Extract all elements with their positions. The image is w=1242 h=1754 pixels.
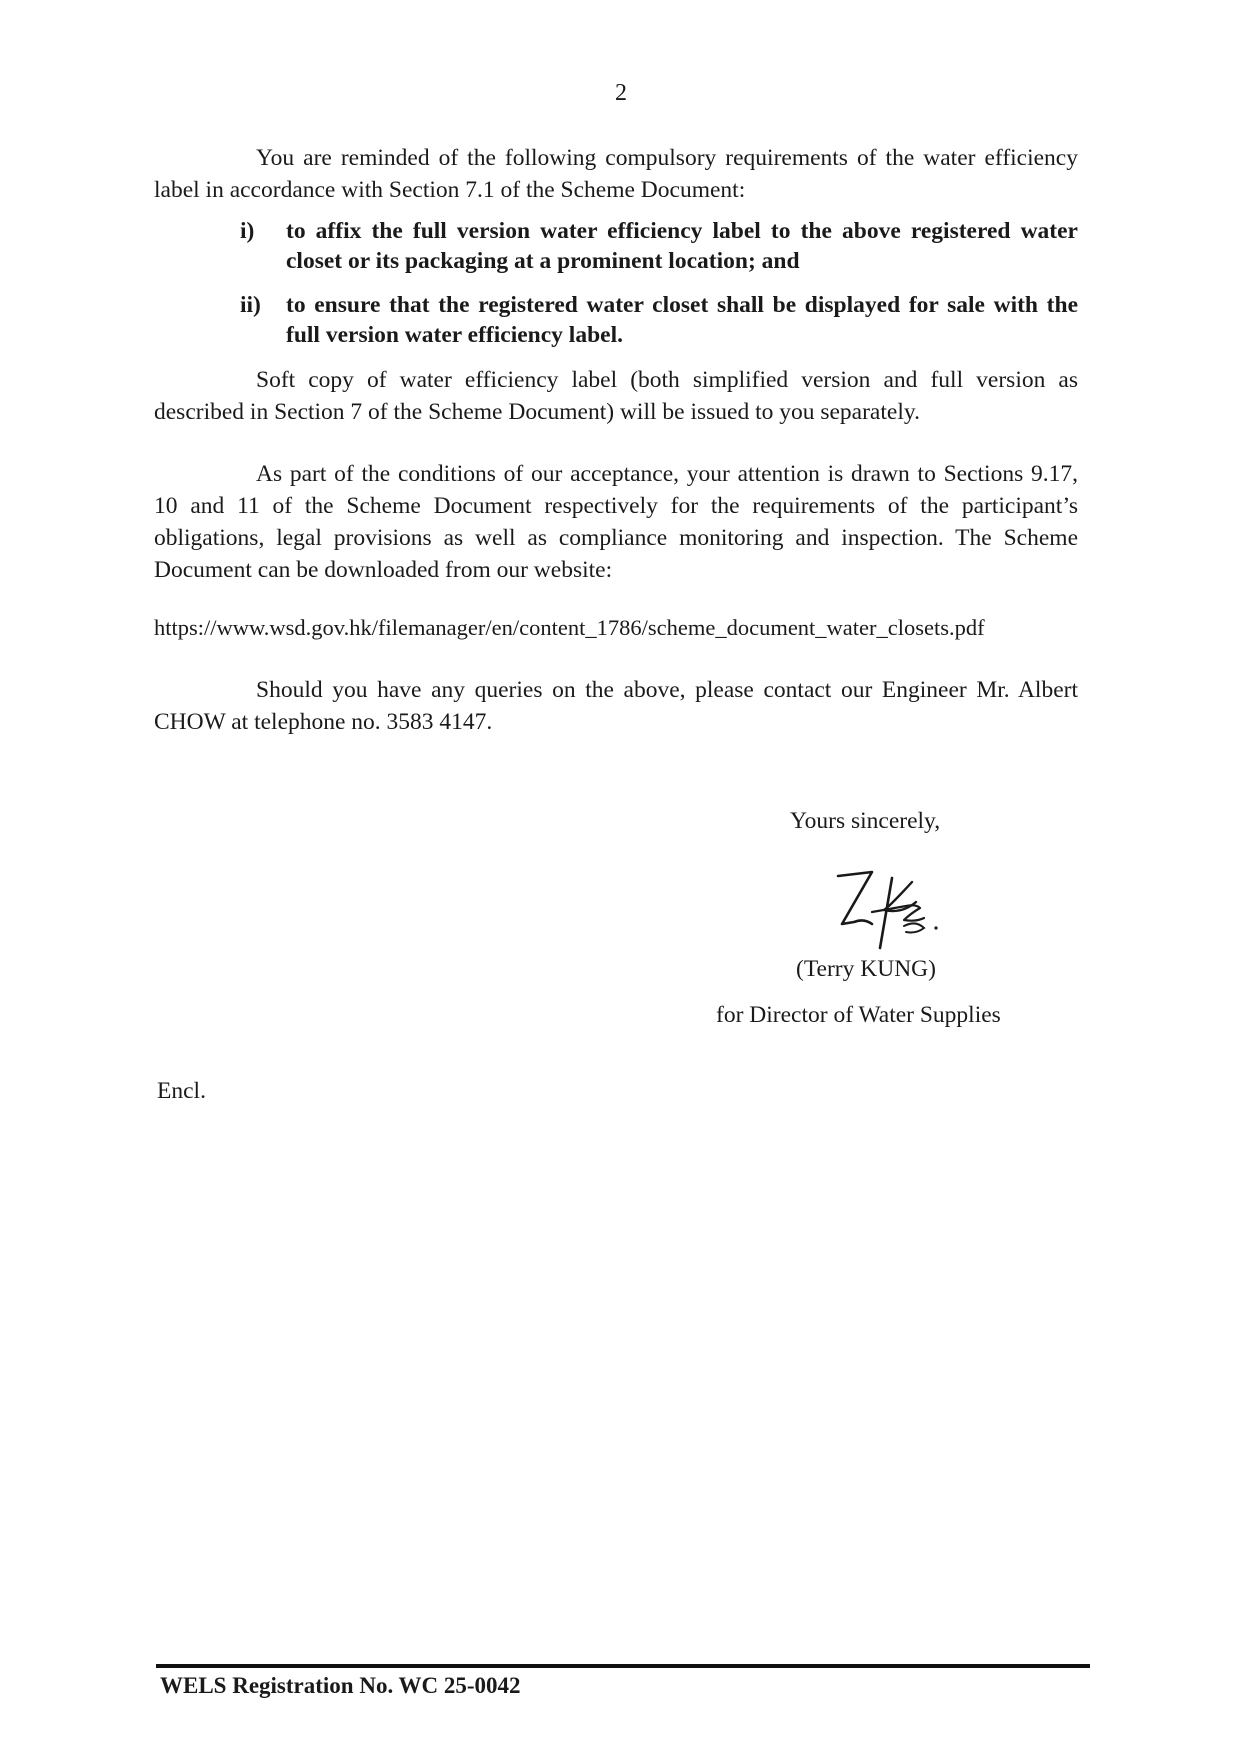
requirement-text: to affix the full version water efficiency label to the above registered water closet or its packaging at a prominent location; and <box>286 218 1078 274</box>
reminder-paragraph: You are reminded of the following compulsory requirements of the water efficiency label in accordance with Section 7.1 of the Scheme Document: <box>154 145 1078 203</box>
signature-image <box>820 868 960 952</box>
enclosure-note: Encl. <box>157 1078 206 1104</box>
salutation: Yours sincerely, <box>790 808 941 834</box>
requirements-list <box>240 216 1078 350</box>
queries-paragraph: Should you have any queries on the above, please contact our Engineer Mr. Albert CHOW at telephone no. 3583 4147. <box>154 677 1078 735</box>
page-number: 2 <box>615 80 627 106</box>
requirement-marker: ii) <box>240 292 261 318</box>
soft-copy-paragraph: Soft copy of water efficiency label (both simplified version and full version as described in Section 7 of the Scheme Document) will be issued to you separately. <box>154 367 1078 425</box>
signatory-name: (Terry KUNG) <box>796 956 936 982</box>
signatory-title: for Director of Water Supplies <box>716 1002 1001 1028</box>
requirement-item-1 <box>240 216 1078 276</box>
conditions-paragraph: As part of the conditions of our acceptance, your attention is drawn to Sections 9.17, 10 and 11 of the Scheme Document respectively for the requirements of the participant’s obligations, legal provisions as well as compliance monitoring and inspection. The Scheme Document can be downloaded from our website: <box>154 461 1078 583</box>
requirement-marker: i) <box>240 218 255 244</box>
footer-divider <box>156 1664 1090 1668</box>
requirement-item-2 <box>240 290 1078 350</box>
requirement-text: to ensure that the registered water closet shall be displayed for sale with the full version water efficiency label. <box>286 292 1078 348</box>
scheme-document-url[interactable]: https://www.wsd.gov.hk/filemanager/en/content_1786/scheme_document_water_closets.pdf <box>154 615 985 640</box>
footer-registration: WELS Registration No. WC 25-0042 <box>160 1673 521 1698</box>
